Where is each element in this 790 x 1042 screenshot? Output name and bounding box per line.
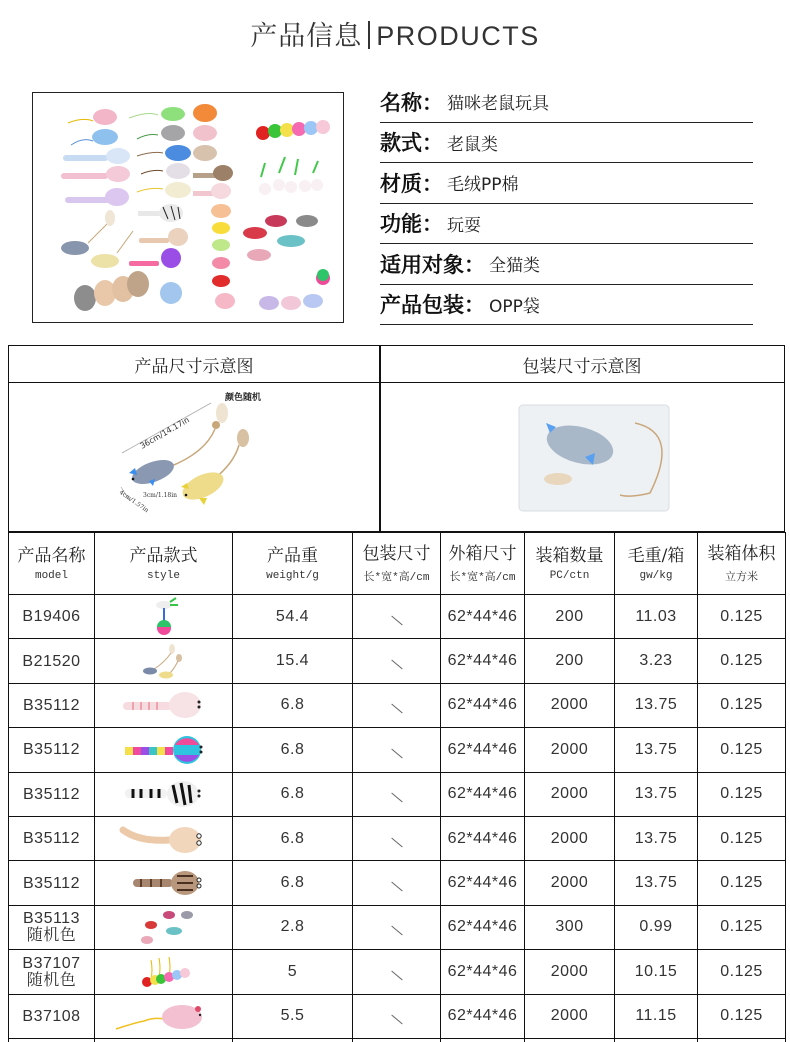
cell-empty xyxy=(95,1038,233,1042)
cell-style xyxy=(95,994,233,1038)
package-size-image xyxy=(380,383,784,531)
width-label: 3cm/1.18in xyxy=(143,492,178,499)
cell-style xyxy=(95,861,233,905)
cell-volume: 0.125 xyxy=(698,861,786,905)
title-divider xyxy=(368,21,370,49)
cell-package-size xyxy=(353,861,441,905)
cell-carton-qty: 2000 xyxy=(525,728,615,772)
header-weight: 产品重 weight/g xyxy=(233,533,353,595)
spec-key: 功能： xyxy=(380,212,443,237)
cell-model: B21520 xyxy=(9,639,95,683)
product-size-header: 产品尺寸示意图 xyxy=(9,346,379,383)
spec-value: 玩耍 xyxy=(447,215,481,236)
table-row xyxy=(9,861,786,905)
cell-style xyxy=(95,728,233,772)
rope-mice-pair-icon xyxy=(134,643,194,679)
cell-carton-qty: 2000 xyxy=(525,816,615,860)
not-applicable-icon xyxy=(391,793,402,803)
cell-weight: 54.4 xyxy=(233,595,353,639)
opp-bag-package-icon xyxy=(380,383,784,531)
spec-key: 产品包装： xyxy=(380,293,485,318)
cell-volume: 0.125 xyxy=(698,728,786,772)
cell-package-size xyxy=(353,683,441,727)
not-applicable-icon xyxy=(391,1015,402,1025)
cell-model: B35112 xyxy=(9,683,95,727)
table-row xyxy=(9,683,786,727)
cell-model: B19406 xyxy=(9,595,95,639)
cell-gross-weight: 0.99 xyxy=(615,905,698,949)
not-applicable-icon xyxy=(391,970,402,980)
cell-style xyxy=(95,595,233,639)
cell-weight: 6.8 xyxy=(233,816,353,860)
cell-gross-weight: 13.75 xyxy=(615,772,698,816)
cell-model: B35112 xyxy=(9,861,95,905)
cell-volume: 0.125 xyxy=(698,905,786,949)
pink-stripe-plush-mouse-icon xyxy=(119,689,209,721)
cell-carton-qty: 200 xyxy=(525,595,615,639)
header-gross-weight: 毛重/箱 gw/kg xyxy=(615,533,698,595)
table-header-row xyxy=(9,533,786,595)
cell-empty xyxy=(698,1038,786,1042)
cell-package-size xyxy=(353,816,441,860)
cell-weight: 6.8 xyxy=(233,728,353,772)
cell-package-size xyxy=(353,595,441,639)
cell-volume: 0.125 xyxy=(698,950,786,994)
cell-weight: 6.8 xyxy=(233,683,353,727)
tumbler-ball-mouse-icon xyxy=(134,597,194,637)
cell-carton-qty: 2000 xyxy=(525,994,615,1038)
cell-volume: 0.125 xyxy=(698,772,786,816)
cell-carton-size: 62*44*46 xyxy=(441,595,525,639)
header-carton-size: 外箱尺寸 长*宽*高/cm xyxy=(441,533,525,595)
cell-gross-weight: 10.15 xyxy=(615,950,698,994)
cell-gross-weight: 11.15 xyxy=(615,994,698,1038)
cell-carton-size: 62*44*46 xyxy=(441,861,525,905)
spec-row-function xyxy=(380,204,753,245)
cell-volume: 0.125 xyxy=(698,639,786,683)
cell-package-size xyxy=(353,772,441,816)
cell-package-size xyxy=(353,950,441,994)
cat-mouse-toys-icon xyxy=(33,93,344,323)
not-applicable-icon xyxy=(391,660,402,670)
cell-carton-qty: 2000 xyxy=(525,683,615,727)
cell-empty xyxy=(9,1038,95,1042)
length-label: 36cm/14.17in xyxy=(138,415,191,451)
cell-carton-size: 62*44*46 xyxy=(441,994,525,1038)
cell-gross-weight: 13.75 xyxy=(615,683,698,727)
table-row xyxy=(9,994,786,1038)
table-row xyxy=(9,728,786,772)
zebra-plush-mouse-icon xyxy=(119,777,209,811)
cell-gross-weight: 13.75 xyxy=(615,728,698,772)
cell-carton-size: 62*44*46 xyxy=(441,639,525,683)
cell-model: B35112 xyxy=(9,772,95,816)
product-spec-table xyxy=(8,532,786,1042)
cell-empty xyxy=(233,1038,353,1042)
cell-carton-size: 62*44*46 xyxy=(441,728,525,772)
cell-gross-weight: 3.23 xyxy=(615,639,698,683)
table-row xyxy=(9,950,786,994)
package-size-header: 包装尺寸示意图 xyxy=(380,346,784,383)
spec-key: 名称： xyxy=(380,90,443,115)
table-row xyxy=(9,816,786,860)
not-applicable-icon xyxy=(391,926,402,936)
product-collage-image xyxy=(32,92,344,323)
cell-carton-size: 62*44*46 xyxy=(441,772,525,816)
spec-value: 全猫类 xyxy=(489,256,540,277)
spec-row-style xyxy=(380,123,753,164)
spec-row-material xyxy=(380,163,753,204)
cell-gross-weight: 11.03 xyxy=(615,595,698,639)
brown-stripe-plush-mouse-icon xyxy=(119,866,209,900)
table-row xyxy=(9,772,786,816)
cell-weight: 5.5 xyxy=(233,994,353,1038)
spec-row-name xyxy=(380,82,753,123)
cell-weight: 5 xyxy=(233,950,353,994)
cell-volume: 0.125 xyxy=(698,683,786,727)
header-carton-volume: 装箱体积 立方米 xyxy=(698,533,786,595)
not-applicable-icon xyxy=(391,615,402,625)
cell-model: B37107 随机色 xyxy=(9,950,95,994)
cell-style xyxy=(95,816,233,860)
header-model: 产品名称 model xyxy=(9,533,95,595)
cell-model: B35113 随机色 xyxy=(9,905,95,949)
cell-style xyxy=(95,905,233,949)
cell-gross-weight: 13.75 xyxy=(615,861,698,905)
cell-carton-size: 62*44*46 xyxy=(441,950,525,994)
cell-package-size xyxy=(353,994,441,1038)
table-row xyxy=(9,905,786,949)
cell-empty xyxy=(525,1038,615,1042)
cell-weight: 6.8 xyxy=(233,772,353,816)
rainbow-plush-mouse-icon xyxy=(119,733,209,767)
title-en: PRODUCTS xyxy=(376,21,540,51)
cell-style xyxy=(95,639,233,683)
not-applicable-icon xyxy=(391,882,402,892)
table-row xyxy=(9,595,786,639)
cell-carton-qty: 2000 xyxy=(525,950,615,994)
product-size-image xyxy=(9,383,379,531)
cell-style xyxy=(95,683,233,727)
table-row-partial xyxy=(9,1038,786,1042)
spec-value: 毛绒PP棉 xyxy=(447,175,519,196)
mouse-dimension-icon xyxy=(9,383,379,531)
cell-volume: 0.125 xyxy=(698,994,786,1038)
colorful-mini-mice-icon xyxy=(129,907,199,947)
cell-volume: 0.125 xyxy=(698,595,786,639)
beige-plush-mouse-icon xyxy=(119,822,209,856)
cell-style xyxy=(95,772,233,816)
header-carton-qty: 装箱数量 PC/ctn xyxy=(525,533,615,595)
cell-carton-qty: 200 xyxy=(525,639,615,683)
spec-key: 适用对象： xyxy=(380,252,485,277)
cell-model: B35112 xyxy=(9,728,95,772)
cell-model: B35112 xyxy=(9,816,95,860)
cell-empty xyxy=(615,1038,698,1042)
cell-empty xyxy=(441,1038,525,1042)
spec-value: OPP袋 xyxy=(489,296,540,317)
color-note: 颜色随机 xyxy=(225,393,262,403)
header-package-size: 包装尺寸 长*宽*高/cm xyxy=(353,533,441,595)
cell-carton-qty: 2000 xyxy=(525,861,615,905)
cell-carton-size: 62*44*46 xyxy=(441,816,525,860)
not-applicable-icon xyxy=(391,837,402,847)
not-applicable-icon xyxy=(391,748,402,758)
cell-carton-qty: 2000 xyxy=(525,772,615,816)
size-diagram xyxy=(8,345,785,532)
page-title xyxy=(0,14,790,53)
cell-gross-weight: 13.75 xyxy=(615,816,698,860)
cell-model: B37108 xyxy=(9,994,95,1038)
spec-key: 材质： xyxy=(380,171,443,196)
cell-volume: 0.125 xyxy=(698,816,786,860)
cell-package-size xyxy=(353,639,441,683)
cell-weight: 6.8 xyxy=(233,861,353,905)
cell-package-size xyxy=(353,905,441,949)
pink-fuzzy-mouse-icon xyxy=(114,999,214,1033)
cell-carton-size: 62*44*46 xyxy=(441,905,525,949)
table-row xyxy=(9,639,786,683)
not-applicable-icon xyxy=(391,704,402,714)
height-label: 4cm/1.57in xyxy=(117,488,150,515)
cell-carton-size: 62*44*46 xyxy=(441,683,525,727)
spec-value: 猫咪老鼠玩具 xyxy=(447,94,549,115)
cell-empty xyxy=(353,1038,441,1042)
cell-weight: 2.8 xyxy=(233,905,353,949)
spec-row-target xyxy=(380,244,753,285)
spec-list xyxy=(380,82,753,325)
spec-value: 老鼠类 xyxy=(447,134,498,155)
cell-style xyxy=(95,950,233,994)
cell-weight: 15.4 xyxy=(233,639,353,683)
cell-carton-qty: 300 xyxy=(525,905,615,949)
header-style: 产品款式 style xyxy=(95,533,233,595)
title-cn: 产品信息 xyxy=(250,21,363,52)
spec-key: 款式： xyxy=(380,131,443,156)
spec-row-packaging xyxy=(380,285,753,326)
mice-row-multicolor-icon xyxy=(129,952,199,992)
cell-package-size xyxy=(353,728,441,772)
